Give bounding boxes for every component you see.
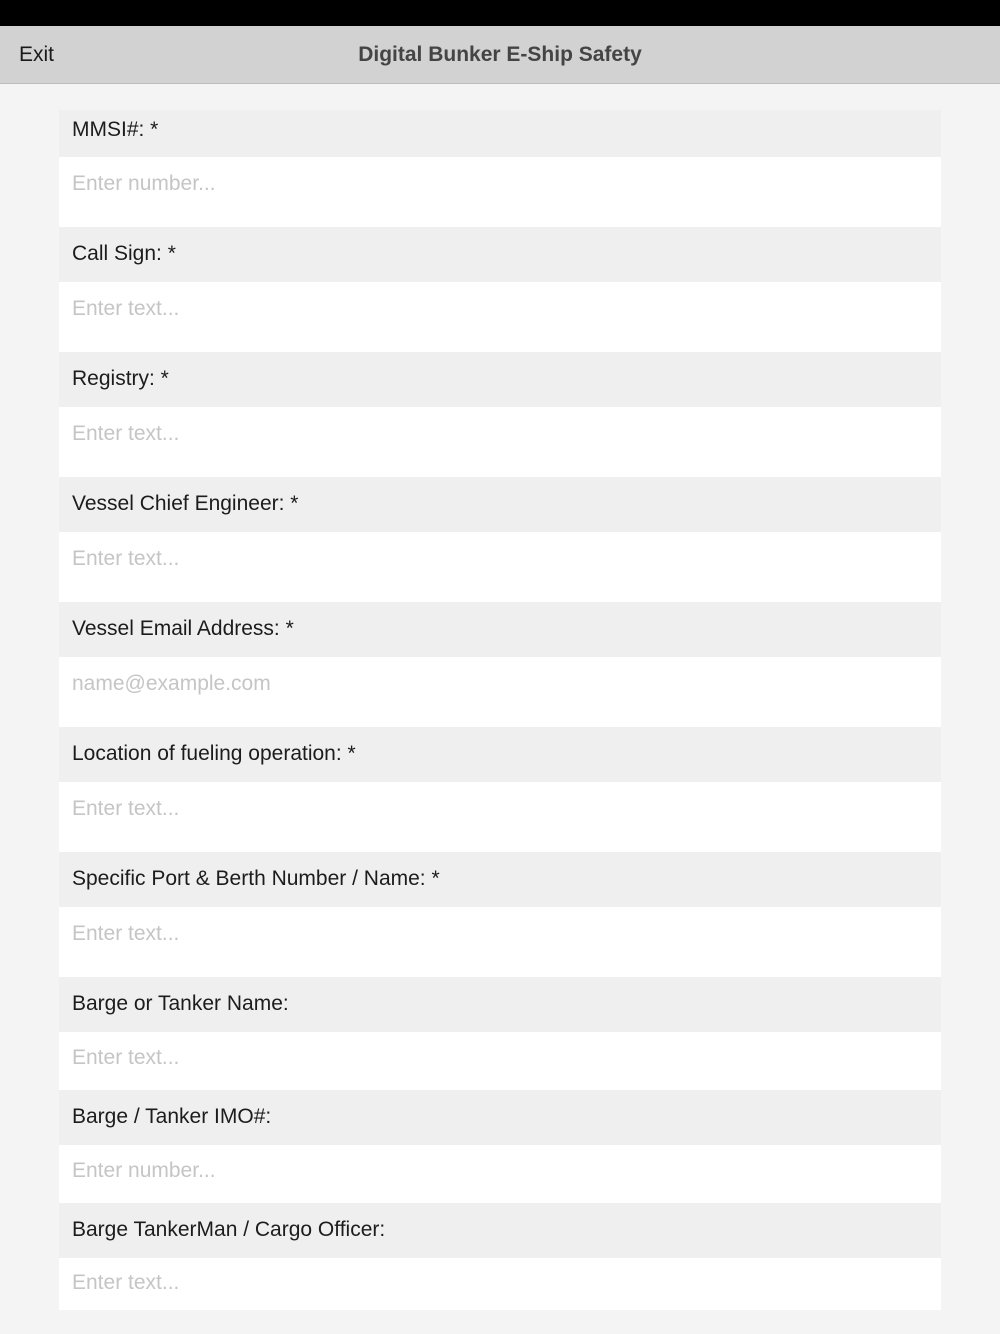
fueling-location-input[interactable] — [59, 782, 941, 852]
chief-engineer-label: Vessel Chief Engineer: * — [59, 477, 941, 532]
vessel-email-label: Vessel Email Address: * — [59, 602, 941, 657]
port-berth-input[interactable] — [59, 907, 941, 977]
barge-tanker-imo-input[interactable] — [59, 1145, 941, 1203]
call-sign-input[interactable] — [59, 282, 941, 352]
vessel-info-form — [59, 110, 941, 1310]
navigation-bar — [0, 26, 1000, 84]
mmsi-label: MMSI#: * — [59, 110, 941, 157]
page-title: Digital Bunker E-Ship Safety — [358, 43, 642, 66]
barge-tanker-name-label: Barge or Tanker Name: — [59, 977, 941, 1032]
call-sign-label: Call Sign: * — [59, 227, 941, 282]
status-bar — [0, 0, 1000, 26]
chief-engineer-input[interactable] — [59, 532, 941, 602]
barge-tanker-imo-label: Barge / Tanker IMO#: — [59, 1090, 941, 1145]
registry-input[interactable] — [59, 407, 941, 477]
vessel-email-input[interactable] — [59, 657, 941, 727]
barge-tanker-name-input[interactable] — [59, 1032, 941, 1090]
registry-label: Registry: * — [59, 352, 941, 407]
exit-button[interactable]: Exit — [19, 43, 55, 66]
mmsi-input[interactable] — [59, 157, 941, 227]
cargo-officer-label: Barge TankerMan / Cargo Officer: — [59, 1203, 941, 1258]
port-berth-label: Specific Port & Berth Number / Name: * — [59, 852, 941, 907]
cargo-officer-input[interactable] — [59, 1258, 941, 1310]
fueling-location-label: Location of fueling operation: * — [59, 727, 941, 782]
